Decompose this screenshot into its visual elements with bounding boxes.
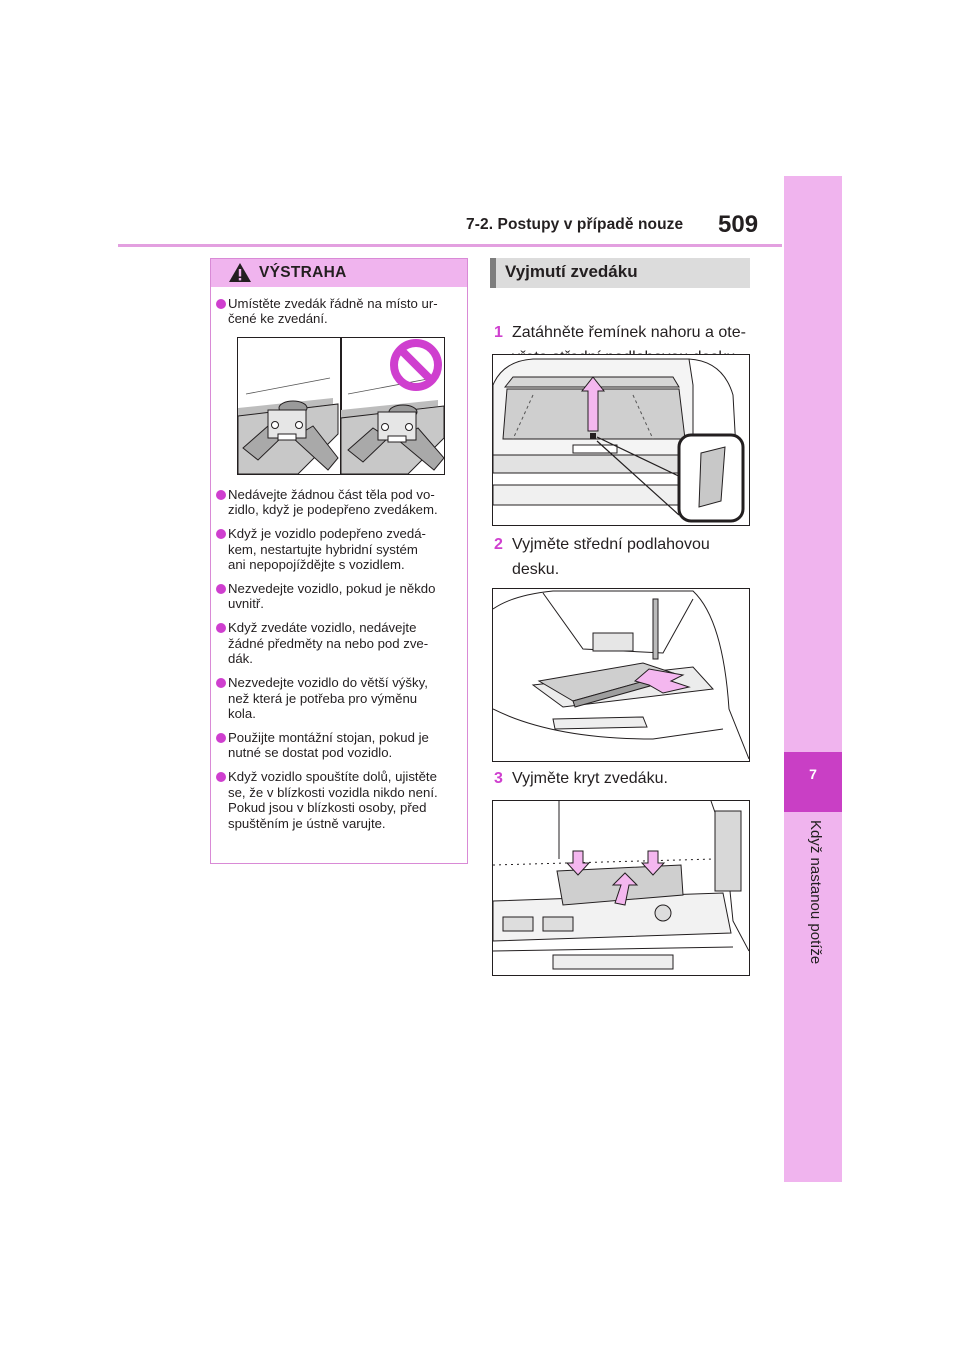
step-line: desku. — [512, 561, 560, 578]
jack-placement-figure — [237, 337, 445, 475]
warning-line: Když je vozidlo podepřeno zvedá- — [228, 526, 426, 542]
header-rule — [118, 244, 782, 247]
warning-line: Použijte montážní stojan, pokud je — [228, 730, 429, 746]
step-number: 1 — [494, 324, 503, 341]
warning-line: Nedávejte žádnou část těla pod vo- — [228, 486, 435, 502]
warning-line: uvnitř. — [228, 596, 264, 612]
section-title: 7-2. Postupy v případě nouze — [466, 216, 684, 233]
page-number: 509 — [718, 211, 759, 238]
bullet-icon — [216, 623, 226, 633]
warning-line: spuštěním je ústně varujte. — [228, 815, 386, 831]
warning-item — [211, 296, 467, 327]
remove-floor-board-figure — [492, 588, 750, 762]
warning-item — [211, 675, 467, 721]
warning-line: než která je potřeba pro výměnu — [228, 690, 418, 706]
step-3 — [494, 766, 756, 791]
warning-line: nutné se dostat pod vozidlo. — [228, 745, 393, 761]
remove-jack-cover-figure — [492, 800, 750, 976]
bullet-icon — [216, 678, 226, 688]
chapter-number: 7 — [809, 766, 817, 782]
warning-item — [211, 487, 467, 518]
warning-line: žádné předměty na nebo pod zve- — [228, 635, 429, 651]
warning-line: se, že v blízkosti vozidla nikdo není. — [228, 784, 438, 800]
step-2 — [494, 532, 756, 582]
bullet-icon — [216, 772, 226, 782]
open-floor-board-figure — [492, 354, 750, 526]
bullet-icon — [216, 584, 226, 594]
step-number: 3 — [494, 770, 503, 787]
remove-jack-cover-illustration — [493, 801, 749, 975]
warning-item — [211, 730, 467, 761]
open-floor-board-illustration — [493, 355, 749, 525]
warning-item — [211, 581, 467, 612]
section-heading-text: Vyjmutí zvedáku — [505, 262, 638, 281]
warning-line: Pokud jsou v blízkosti osoby, před — [228, 800, 427, 816]
warning-item — [211, 526, 467, 572]
bullet-icon — [216, 733, 226, 743]
step-line: Vyjměte kryt zvedáku. — [512, 770, 668, 787]
warning-line: Nezvedejte vozidlo do větší výšky, — [228, 675, 428, 691]
remove-floor-board-illustration — [493, 589, 749, 761]
warning-line: Nezvedejte vozidlo, pokud je někdo — [228, 581, 436, 597]
warning-item — [211, 620, 467, 666]
bullet-icon — [216, 299, 226, 309]
heading-bar — [490, 258, 496, 288]
step-number: 2 — [494, 536, 503, 553]
prohibited-icon — [394, 343, 438, 387]
warning-line: zidlo, když je podepřeno zvedákem. — [228, 502, 438, 518]
chapter-tab — [784, 176, 842, 1182]
warning-line: kola. — [228, 706, 256, 722]
chapter-title: Když nastanou potíže — [807, 820, 824, 965]
warning-line: Umístěte zvedák řádně na místo ur- — [228, 296, 438, 311]
warning-header — [211, 259, 467, 287]
warning-line: kem, nestartujte hybridní systém — [228, 541, 418, 557]
step-line: Vyjměte střední podlahovou — [512, 536, 710, 553]
warning-line: ani nepopojíždějte s vozidlem. — [228, 557, 405, 573]
section-heading — [490, 258, 750, 288]
chapter-tab-active — [784, 752, 842, 812]
jack-placement-illustration — [238, 338, 444, 474]
bullet-icon — [216, 529, 226, 539]
warning-line: Když zvedáte vozidlo, nedávejte — [228, 620, 417, 636]
warning-line: čené ke zvedání. — [228, 311, 328, 327]
warning-line: Když vozidlo spouštíte dolů, ujistěte — [228, 769, 437, 785]
warning-line: dák. — [228, 651, 253, 667]
warning-box — [210, 258, 468, 864]
bullet-icon — [216, 490, 226, 500]
warning-title: VÝSTRAHA — [259, 264, 347, 281]
warning-item — [211, 769, 467, 831]
warning-icon — [228, 262, 252, 283]
step-line: Zatáhněte řemínek nahoru a ote- — [512, 324, 746, 341]
